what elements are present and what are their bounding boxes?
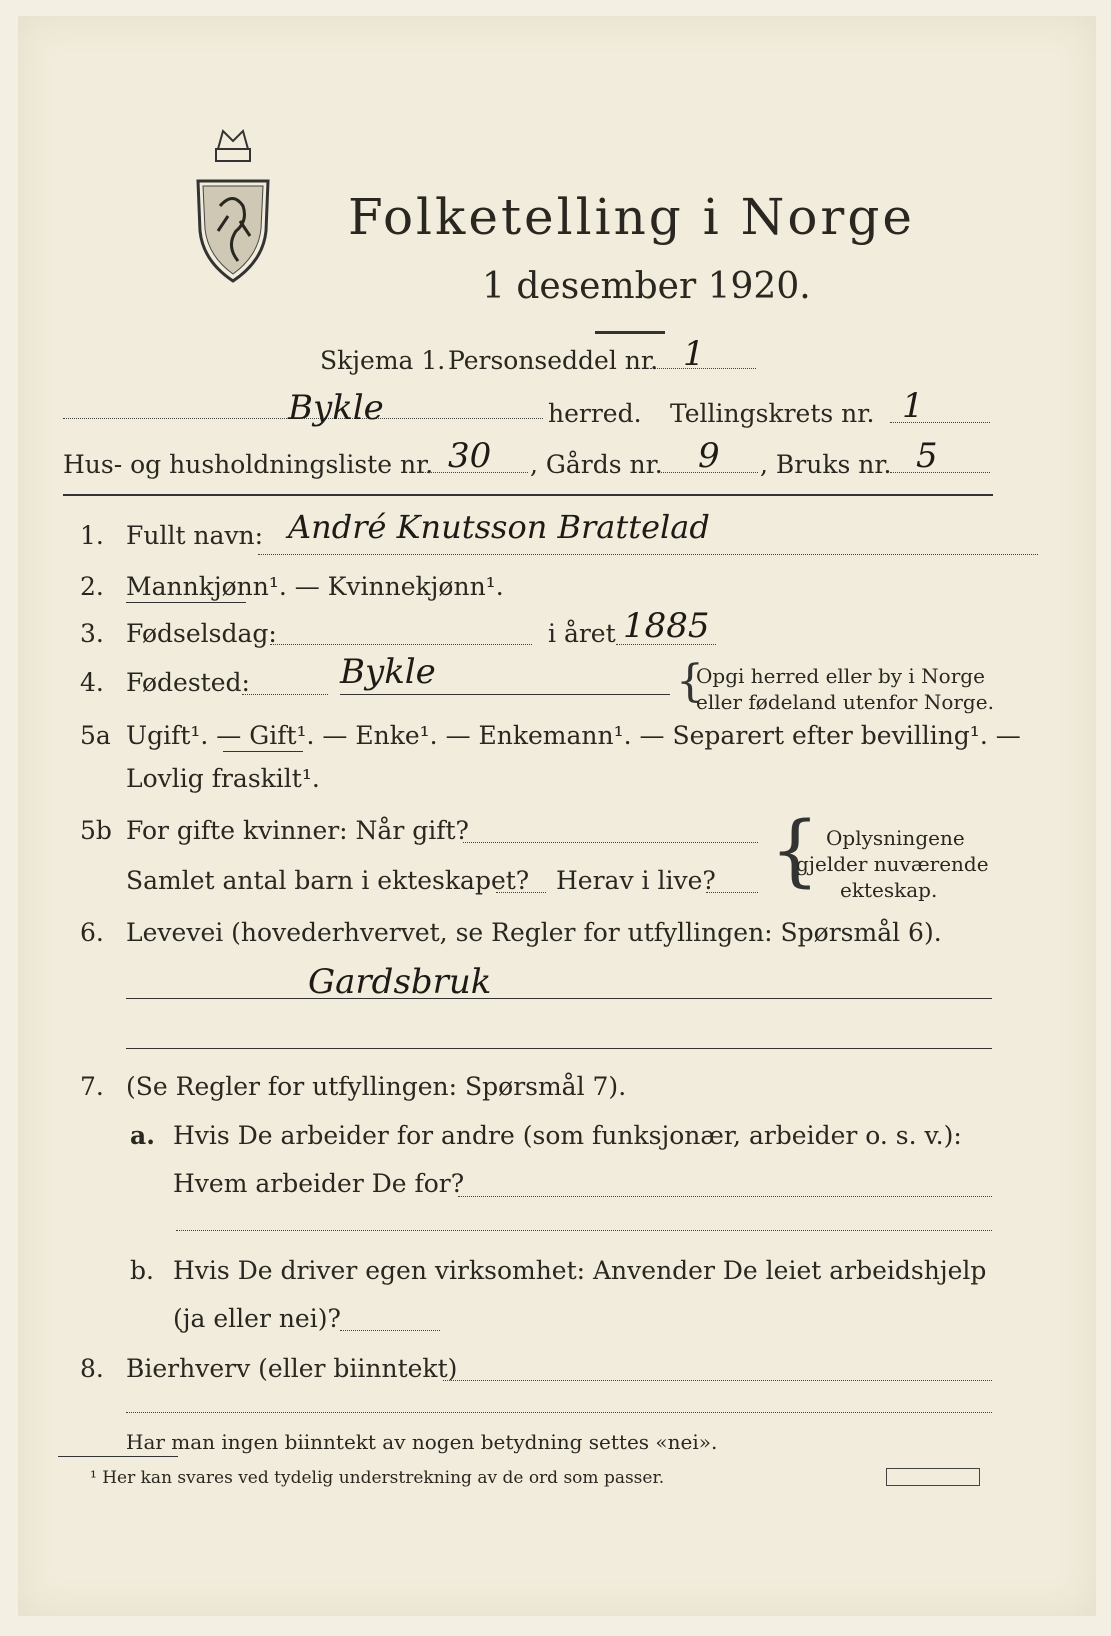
- q8-number: 8.: [80, 1354, 104, 1383]
- q8-line-1: [443, 1380, 992, 1381]
- printer-stamp: [886, 1468, 980, 1486]
- schema-label: Skjema 1.: [320, 346, 446, 375]
- q5b-number: 5b: [80, 816, 112, 845]
- q5a-number: 5a: [80, 721, 111, 750]
- q5b-note-1: Oplysningene: [826, 826, 965, 850]
- census-form: [18, 16, 1096, 1616]
- q6-number: 6.: [80, 918, 104, 947]
- q2-underline: [126, 602, 246, 603]
- q4-number: 4.: [80, 668, 104, 697]
- q7a-number: a.: [130, 1121, 155, 1150]
- form-title: Folketelling i Norge: [348, 188, 915, 246]
- bruks-label: , Bruks nr.: [760, 450, 892, 479]
- title-divider: [595, 331, 665, 334]
- q7b-line: [340, 1330, 440, 1331]
- q3-line: [270, 644, 532, 645]
- q5a-label: Ugift¹. — Gift¹. — Enke¹. — Enkemann¹. — Separert efter bevilling¹. —: [126, 721, 1021, 750]
- q7a-line-1: [458, 1196, 992, 1197]
- tellingskrets-label: Tellingskrets nr.: [670, 399, 875, 428]
- norway-coat-of-arms-icon: [188, 121, 278, 291]
- q5b-label-2: Samlet antal barn i ekteskapet?: [126, 866, 530, 895]
- q6-line-2: [126, 1048, 992, 1049]
- q6-value[interactable]: Gardsbruk: [308, 962, 492, 1002]
- q4-line-a: [242, 694, 328, 695]
- q5b-line-2: [496, 892, 546, 893]
- q5b-label: For gifte kvinner: Når gift?: [126, 816, 469, 845]
- q7-label: (Se Regler for utfyllingen: Spørsmål 7).: [126, 1072, 627, 1101]
- q7a-label-2: Hvem arbeider De for?: [173, 1169, 465, 1198]
- q4-note-2: eller fødeland utenfor Norge.: [696, 690, 994, 714]
- herred-value[interactable]: Bykle: [288, 388, 384, 428]
- q7b-label: Hvis De driver egen virksomhet: Anvender De leiet arbeidshjelp: [173, 1256, 987, 1285]
- q1-label: Fullt navn:: [126, 521, 264, 550]
- q3-year-line: [616, 644, 716, 645]
- q5b-note-3: ekteskap.: [840, 878, 938, 902]
- q4-note-1: Opgi herred eller by i Norge: [696, 664, 985, 688]
- personseddel-label: Personseddel nr.: [448, 346, 659, 375]
- q4-value[interactable]: Bykle: [340, 652, 436, 692]
- herred-label: herred.: [548, 399, 642, 428]
- gards-label: , Gårds nr.: [530, 450, 663, 479]
- bruks-value[interactable]: 5: [916, 436, 938, 476]
- q5b-brace: {: [770, 806, 820, 896]
- q8-line-2: [126, 1412, 992, 1413]
- q8-note: Har man ingen biinntekt av nogen betydning settes «nei».: [126, 1430, 718, 1454]
- q5a-underline: [223, 751, 303, 752]
- tellingskrets-value[interactable]: 1: [902, 386, 924, 426]
- footnote-rule: [58, 1456, 178, 1457]
- q3-year-label: i året: [548, 619, 616, 648]
- bruks-line: [890, 472, 990, 473]
- q3-number: 3.: [80, 619, 104, 648]
- q5a-label-2: Lovlig fraskilt¹.: [126, 764, 320, 793]
- q7a-line-2: [176, 1230, 992, 1231]
- q1-value[interactable]: André Knutsson Brattelad: [288, 508, 710, 546]
- q3-label: Fødselsdag:: [126, 619, 277, 648]
- q5b-label-3: Herav i live?: [556, 866, 716, 895]
- q7b-label-2: (ja eller nei)?: [173, 1304, 341, 1333]
- footnote: ¹ Her kan svares ved tydelig understrekning av de ord som passer.: [90, 1468, 665, 1488]
- gards-value[interactable]: 9: [698, 436, 720, 476]
- q6-label: Levevei (hovederhvervet, se Regler for utfyllingen: Spørsmål 6).: [126, 918, 942, 947]
- q5b-note-2: gjelder nuværende: [796, 852, 989, 876]
- q4-line-b: [340, 694, 670, 695]
- q8-label: Bierhverv (eller biinntekt): [126, 1354, 458, 1383]
- personseddel-value[interactable]: 1: [683, 334, 705, 374]
- q4-label: Fødested:: [126, 668, 250, 697]
- q1-number: 1.: [80, 521, 104, 550]
- personseddel-line: [650, 368, 756, 369]
- liste-value[interactable]: 30: [448, 436, 492, 476]
- q4-brace: {: [676, 656, 704, 707]
- q7a-label: Hvis De arbeider for andre (som funksjonær, arbeider o. s. v.):: [173, 1121, 962, 1150]
- q1-line: [258, 554, 1038, 555]
- q3-year-value[interactable]: 1885: [623, 606, 710, 646]
- header-rule: [63, 494, 993, 496]
- q5b-line-1: [463, 842, 758, 843]
- q2-number: 2.: [80, 572, 104, 601]
- form-date: 1 desember 1920.: [482, 266, 811, 307]
- gards-line: [658, 472, 758, 473]
- q5b-line-3: [706, 892, 758, 893]
- q6-line-1: [126, 998, 992, 999]
- liste-line: [418, 472, 528, 473]
- tellingskrets-line: [890, 422, 990, 423]
- q2-label: Mannkjønn¹. — Kvinnekjønn¹.: [126, 572, 504, 601]
- q7-number: 7.: [80, 1072, 104, 1101]
- q7b-number: b.: [130, 1256, 154, 1285]
- liste-label: Hus- og husholdningsliste nr.: [63, 450, 434, 479]
